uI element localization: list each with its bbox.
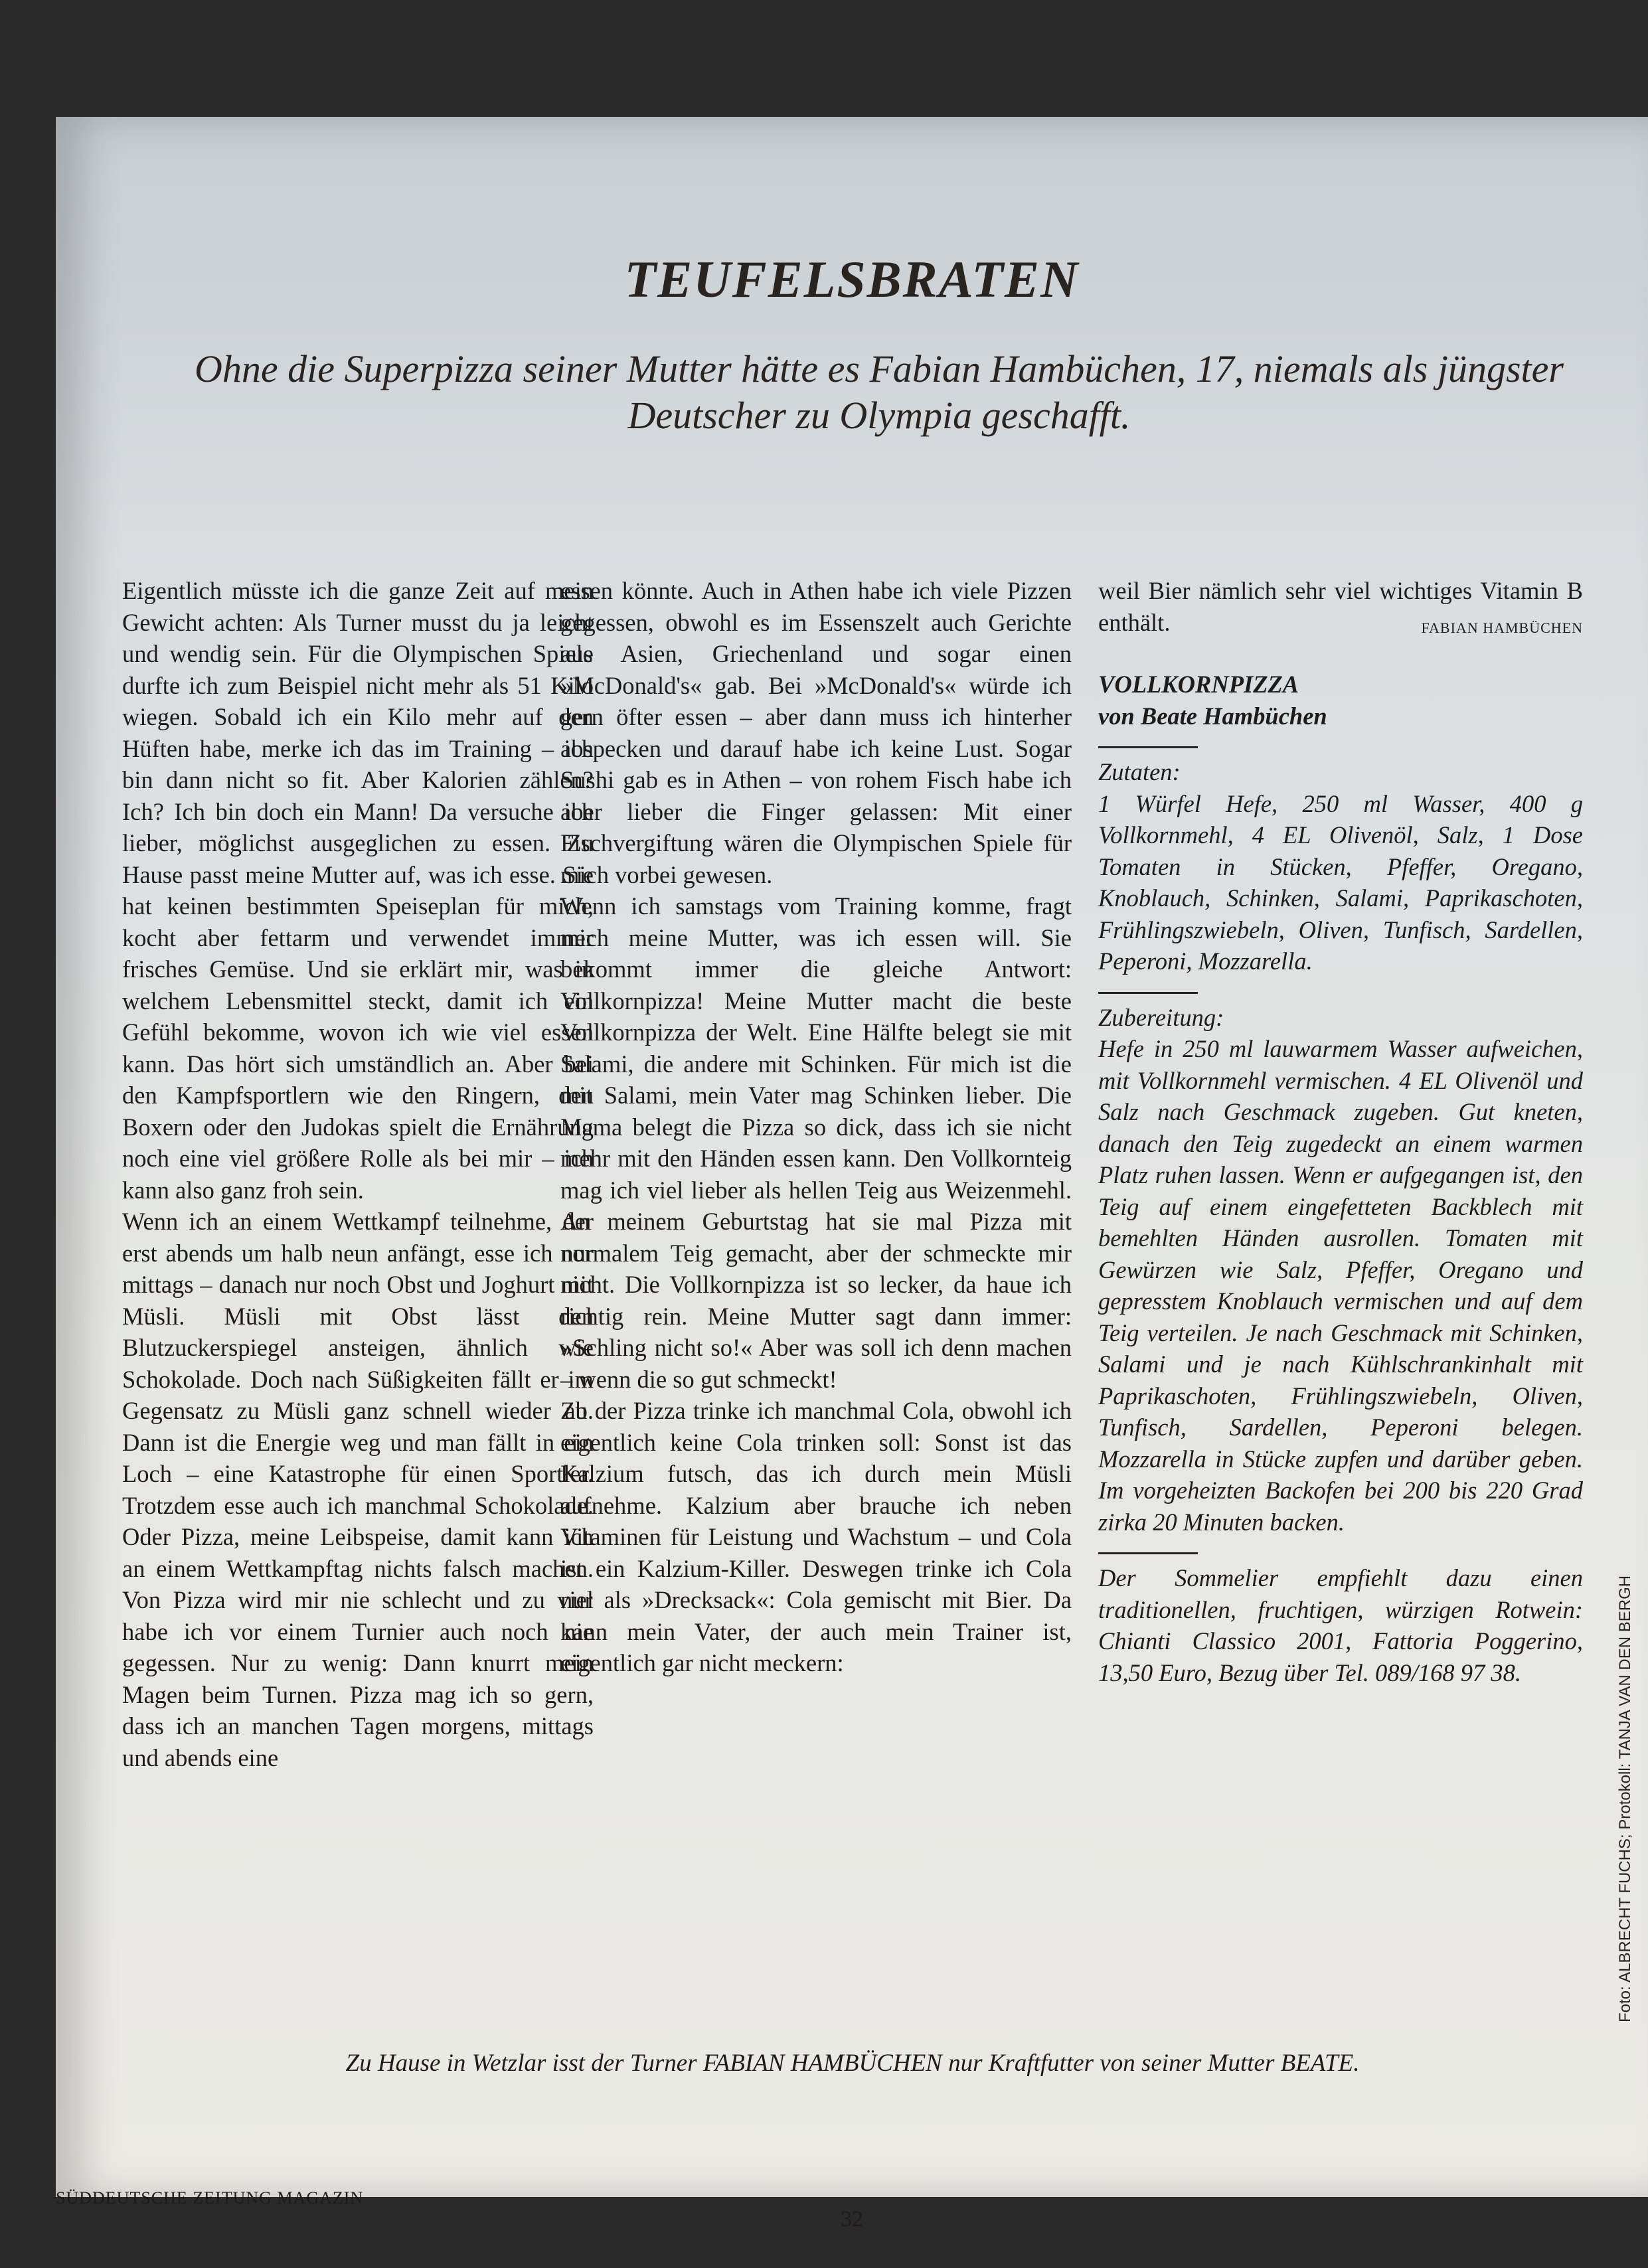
magazine-name: SÜDDEUTSCHE ZEITUNG MAGAZIN	[56, 2188, 364, 2208]
recipe-author: von Beate Hambüchen	[1098, 702, 1327, 730]
paragraph: Eigentlich müsste ich die ganze Zeit auf mein Gewicht achten: Als Turner musst du ja leicht und wendig sein. Für die Olympischen Spiele durfte ich zum Beispiel nicht mehr als 51 Kilo wiegen. Sobald ich ein Kilo mehr auf den Hüften habe, merke ich das im Training – ich bin dann nicht so fit. Aber Kalorien zählen? Ich? Ich bin doch ein Mann! Da versuche ich lieber, möglichst ausgeglichen zu essen. Zu Hause passt meine Mutter auf, was ich esse. Sie hat keinen bestimmten Speiseplan für mich, kocht aber fettarm und verwendet immer frisches Gemüse. Und sie erklärt mir, was in welchem Lebensmittel steckt, damit ich ein Gefühl bekomme, wovon ich wie viel essen kann. Das hört sich umständlich an. Aber bei den Kampfsportlern wie den Ringern, den Boxern oder den Judokas spielt die Ernährung noch eine viel größere Rolle als bei mir – ich kann also ganz froh sein.	[122, 577, 594, 1204]
paragraph: Wenn ich an einem Wettkampf teilnehme, der erst abends um halb neun anfängt, esse ich nur mittags – danach nur noch Obst und Joghurt mit Müsli. Müsli mit Obst lässt den Blutzuckerspiegel ansteigen, ähnlich wie Schokolade. Doch nach Süßigkeiten fällt er im Gegensatz zu Müsli ganz schnell wieder ab. Dann ist die Energie weg und man fällt in ein Loch – eine Katastrophe für einen Sportler. Trotzdem esse auch ich manchmal Schokolade. Oder Pizza, meine Leibspeise, damit kann ich an einem Wettkampftag nichts falsch machen. Von Pizza wird mir nie schlecht und zu viel habe ich vor einem Turnier auch noch nie gegessen. Nur zu wenig: Dann knurrt mein Magen beim Turnen. Pizza mag ich so gern, dass ich an manchen Tagen morgens, mittags und abends eine	[122, 1208, 594, 1771]
column-2	[560, 575, 1072, 1679]
divider	[1098, 746, 1198, 748]
paragraph: essen könnte. Auch in Athen habe ich viele Pizzen gegessen, obwohl es im Essenszelt auch Gerichte aus Asien, Griechenland und sogar einen »McDonald's« gab. Bei »McDonald's« würde ich gern öfter essen – aber dann muss ich hinterher abspecken und darauf habe ich keine Lust. Sogar Sushi gab es in Athen – von rohem Fisch habe ich aber lieber die Finger gelassen: Mit einer Fischvergiftung wären die Olympischen Spiele für mich vorbei gewesen.	[560, 577, 1072, 888]
paragraph: Wenn ich samstags vom Training komme, fragt mich meine Mutter, was ich essen will. Sie bekommt immer die gleiche Antwort: Vollkornpizza! Meine Mutter macht die beste Vollkornpizza der Welt. Eine Hälfte belegt sie mit Salami, die andere mit Schinken. Für mich ist die mit Salami, mein Vater mag Schinken lieber. Die Mama belegt die Pizza so dick, dass ich sie nicht mehr mit den Händen essen kann. Den Vollkornteig mag ich viel lieber als hellen Teig aus Weizenmehl. An meinem Geburtstag hat sie mal Pizza mit normalem Teig gemacht, aber der schmeckte mir nicht. Die Vollkornpizza ist so lecker, da haue ich richtig rein. Meine Mutter sagt dann immer: »Schling nicht so!« Aber was soll ich denn machen – wenn die so gut schmeckt!	[560, 892, 1072, 1393]
column-3	[1098, 575, 1583, 1688]
divider	[1098, 1552, 1198, 1554]
preparation-label: Zubereitung:	[1098, 1003, 1224, 1031]
article-title: TEUFELSBRATEN	[624, 250, 1080, 308]
photo-caption: Zu Hause in Wetzlar isst der Turner FABIAN HAMBÜCHEN nur Kraftfutter von seiner Mutter BEATE.	[345, 2050, 1360, 2077]
ingredients-text: 1 Würfel Hefe, 250 ml Wasser, 400 g Vollkornmehl, 4 EL Olivenöl, Salz, 1 Dose Tomaten in Stücken, Pfeffer, Oregano, Knoblauch, Schinken, Salami, Paprikaschoten, Frühlingszwiebeln, Oliven, Tunfisch, Sardellen, Peperoni, Mozzarella.	[1098, 789, 1583, 975]
article-subtitle: Ohne die Superpizza seiner Mutter hätte es Fabian Hambüchen, 17, niemals als jüngster Deutscher zu Olympia geschafft.	[195, 347, 1564, 437]
magazine-page	[56, 117, 1648, 2231]
paragraph: Zu der Pizza trinke ich manchmal Cola, obwohl ich eigentlich keine Cola trinken soll: Sonst ist das Kalzium futsch, das ich durch mein Müsli aufnehme. Kalzium aber brauche ich neben Vitaminen für Leistung und Wachstum – und Cola ist ein Kalzium-Killer. Deswegen trinke ich Cola nur als »Drecksack«: Cola gemischt mit Bier. Da kann mein Vater, der auch mein Trainer ist, eigentlich gar nicht meckern:	[560, 1397, 1072, 1676]
paragraph-text: weil Bier nämlich sehr viel wichtiges Vitamin B enthält.	[1098, 577, 1583, 636]
column-1	[122, 575, 594, 1773]
ingredients-label: Zutaten:	[1098, 758, 1181, 785]
preparation-text: Hefe in 250 ml lauwarmem Wasser aufweichen, mit Vollkornmehl vermischen. 4 EL Olivenöl und Salz nach Geschmack zugeben. Gut kneten, danach den Teig zugedeckt an einem warmen Platz ruhen lassen. Wenn er aufgegangen ist, den Teig auf einem eingefetteten Backblech mit bemehlten Händen ausrollen. Tomaten mit Gewürzen wie Salz, Pfeffer, Oregano und gepresstem Knoblauch vermischen und auf dem Teig verteilen. Je nach Geschmack mit Schinken, Salami und je nach Kühlschrankinhalt mit Paprikaschoten, Frühlingszwiebeln, Oliven, Tunfisch, Sardellen, Peperoni belegen. Mozzarella in Stücke zupfen und darüber geben. Im vorgeheizten Backofen bei 200 bis 220 Grad zirka 20 Minuten backen.	[1098, 1035, 1583, 1536]
page-number: 32	[841, 2207, 863, 2231]
paragraph	[1098, 575, 1583, 638]
author-signature: FABIAN HAMBÜCHEN	[1421, 619, 1583, 636]
sommelier-text: Der Sommelier empfiehlt dazu einen traditionellen, fruchtigen, würzigen Rotwein: Chianti Classico 2001, Fattoria Poggerino, 13,50 Euro, Bezug über Tel. 089/168 97 38.	[1098, 1564, 1583, 1686]
recipe-title: VOLLKORNPIZZA	[1098, 671, 1299, 698]
photo-credit: Foto: ALBRECHT FUCHS; Protokoll: TANJA VAN DEN BERGH	[1616, 1575, 1634, 2022]
divider	[1098, 992, 1198, 994]
